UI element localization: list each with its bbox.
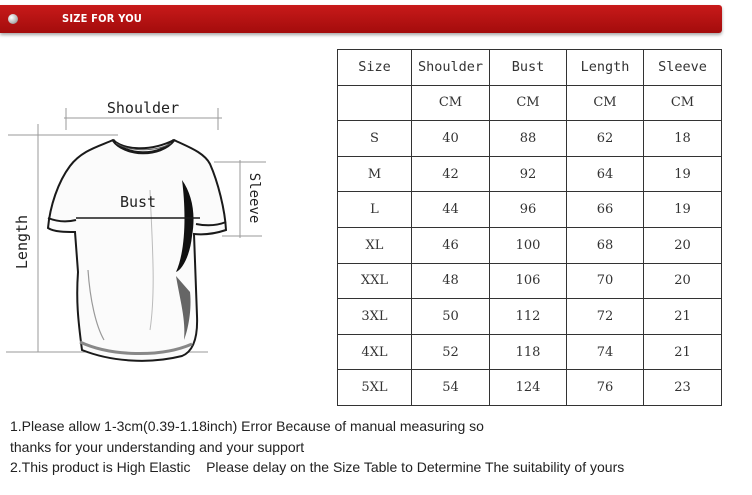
table-units-row <box>338 85 722 121</box>
table-row <box>338 263 722 299</box>
header-shoulder: Shoulder <box>412 50 490 86</box>
length-cell: 66 <box>567 192 644 228</box>
length-cell: 74 <box>567 334 644 370</box>
size-cell: L <box>338 192 412 228</box>
shoulder-label: Shoulder <box>106 99 180 117</box>
note-line: 2.This product is High Elastic Please delay on the Size Table to Determine The suitability of yours <box>10 459 625 475</box>
sleeve-label: Sleeve <box>246 172 262 224</box>
unit-cell: CM <box>490 85 567 121</box>
length-cell: 76 <box>567 370 644 406</box>
sleeve-cell: 21 <box>644 334 722 370</box>
banner-title: SIZE FOR YOU <box>62 12 143 25</box>
bust-cell: 118 <box>490 334 567 370</box>
length-cell: 68 <box>567 227 644 263</box>
length-cell: 72 <box>567 299 644 335</box>
bust-label: Bust <box>119 193 157 211</box>
tshirt-icon <box>48 140 226 361</box>
unit-cell: CM <box>644 85 722 121</box>
table-row <box>338 299 722 335</box>
size-cell: XXL <box>338 263 412 299</box>
shoulder-cell: 40 <box>412 121 490 157</box>
sleeve-cell: 18 <box>644 121 722 157</box>
table-row <box>338 121 722 157</box>
size-table <box>337 49 722 406</box>
bust-cell: 96 <box>490 192 567 228</box>
bust-cell: 92 <box>490 156 567 192</box>
bust-cell: 112 <box>490 299 567 335</box>
sleeve-cell: 23 <box>644 370 722 406</box>
size-cell: 3XL <box>338 299 412 335</box>
table-row <box>338 227 722 263</box>
shoulder-cell: 52 <box>412 334 490 370</box>
unit-cell: CM <box>412 85 490 121</box>
shoulder-cell: 54 <box>412 370 490 406</box>
bust-cell: 100 <box>490 227 567 263</box>
length-cell: 64 <box>567 156 644 192</box>
table-row <box>338 192 722 228</box>
bust-cell: 124 <box>490 370 567 406</box>
bust-cell: 88 <box>490 121 567 157</box>
shoulder-cell: 44 <box>412 192 490 228</box>
note-line: 1.Please allow 1-3cm(0.39-1.18inch) Error Because of manual measuring so <box>10 418 484 434</box>
size-cell: 5XL <box>338 370 412 406</box>
length-cell: 62 <box>567 121 644 157</box>
header-size: Size <box>338 50 412 86</box>
sleeve-cell: 19 <box>644 192 722 228</box>
size-cell: S <box>338 121 412 157</box>
sleeve-cell: 21 <box>644 299 722 335</box>
table-row <box>338 370 722 406</box>
table-row <box>338 334 722 370</box>
header-bust: Bust <box>490 50 567 86</box>
header-banner <box>0 5 722 33</box>
notes-section <box>10 416 624 478</box>
bust-cell: 106 <box>490 263 567 299</box>
header-sleeve: Sleeve <box>644 50 722 86</box>
sleeve-cell: 20 <box>644 263 722 299</box>
note-line: thanks for your understanding and your support <box>10 438 305 455</box>
size-cell: XL <box>338 227 412 263</box>
unit-cell <box>338 85 412 121</box>
header-length: Length <box>567 50 644 86</box>
sleeve-cell: 19 <box>644 156 722 192</box>
shoulder-cell: 48 <box>412 263 490 299</box>
shoulder-cell: 42 <box>412 156 490 192</box>
size-cell: M <box>338 156 412 192</box>
bullet-icon <box>8 14 18 24</box>
table-header-row <box>338 50 722 86</box>
shoulder-cell: 46 <box>412 227 490 263</box>
sleeve-cell: 20 <box>644 227 722 263</box>
unit-cell: CM <box>567 85 644 121</box>
length-label: Length <box>13 214 31 270</box>
table-row <box>338 156 722 192</box>
length-cell: 70 <box>567 263 644 299</box>
shoulder-cell: 50 <box>412 299 490 335</box>
size-cell: 4XL <box>338 334 412 370</box>
tshirt-diagram <box>0 90 280 370</box>
